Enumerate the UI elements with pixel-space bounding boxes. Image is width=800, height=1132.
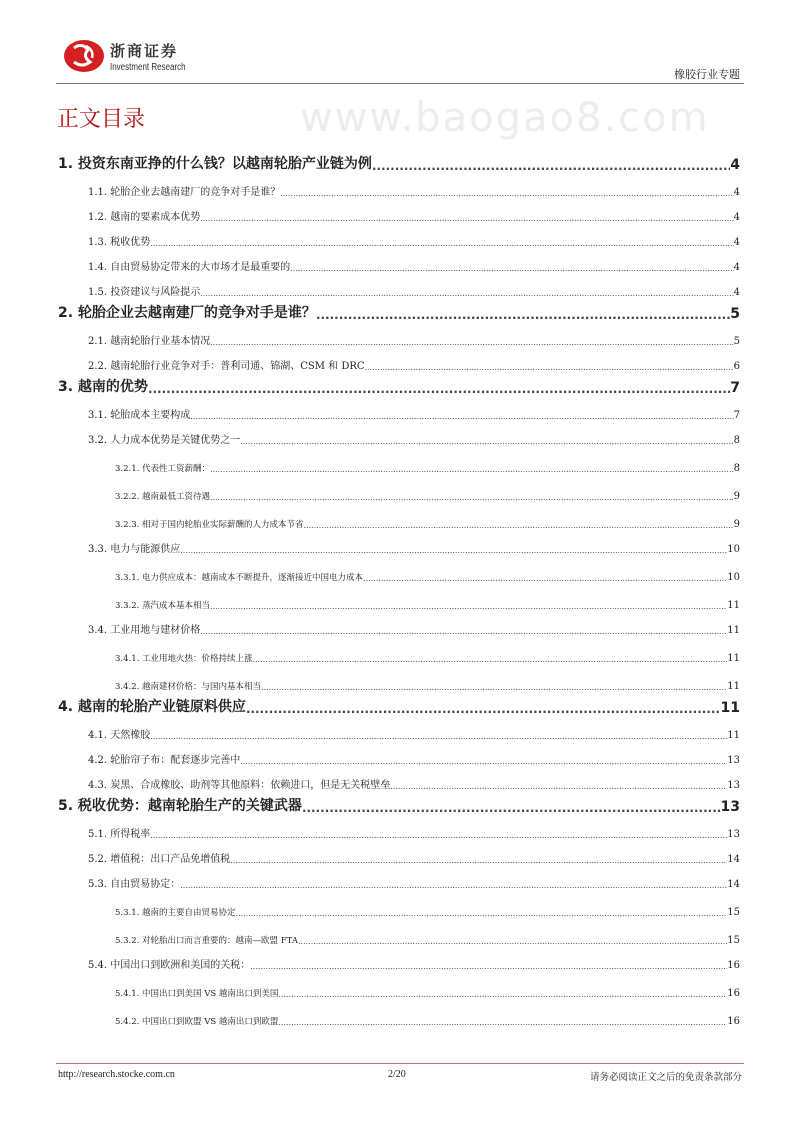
dot-leader <box>236 909 728 918</box>
footer-divider <box>56 1063 744 1064</box>
dot-leader <box>253 655 728 664</box>
toc-entry[interactable] <box>58 396 740 421</box>
toc-entry-page: 16 <box>727 1016 740 1027</box>
toc-entry-label: 4.2. 轮胎帘子布：配套逐步完善中 <box>88 755 241 766</box>
toc-entry[interactable] <box>58 664 740 692</box>
toc-entry-label: 4. 越南的轮胎产业链原料供应 <box>58 699 246 715</box>
dot-leader <box>190 412 733 421</box>
toc-entry-label: 3.2.3. 相对于国内轮胎业实际薪酬的人力成本节省 <box>115 520 304 530</box>
toc-entry-page: 10 <box>727 544 740 555</box>
dot-leader <box>200 627 727 636</box>
toc-entry-page: 4 <box>730 157 740 173</box>
dot-leader <box>250 962 727 971</box>
dot-leader <box>365 363 734 372</box>
zheshang-logo-icon <box>62 38 106 74</box>
dot-leader <box>210 338 733 347</box>
toc-entry[interactable] <box>58 611 740 636</box>
toc-entry-page: 14 <box>727 879 740 890</box>
toc-entry-label: 3.3.1. 电力供应成本：越南成本不断提升，逐渐接近中国电力成本 <box>115 573 364 583</box>
toc-entry[interactable] <box>58 198 740 223</box>
toc-entry-label: 2.1. 越南轮胎行业基本情况 <box>88 336 211 347</box>
toc-entry-page: 9 <box>733 519 740 530</box>
toc-entry[interactable] <box>58 692 740 716</box>
toc-entry[interactable] <box>58 248 740 273</box>
brand <box>110 40 205 73</box>
toc-entry-page: 6 <box>733 361 740 372</box>
dot-leader <box>180 546 727 555</box>
dot-leader <box>246 702 721 716</box>
toc-entry-page: 4 <box>733 212 740 223</box>
toc-entry[interactable] <box>58 474 740 502</box>
toc-entry[interactable] <box>58 530 740 555</box>
toc-entry[interactable] <box>58 149 740 173</box>
toc-entry-page: 4 <box>733 187 740 198</box>
toc-entry-page: 5 <box>730 306 740 322</box>
toc-entry-page: 11 <box>727 600 740 611</box>
toc-entry-label: 1.4. 自由贸易协定带来的大市场才是最重要的 <box>88 262 291 273</box>
toc-entry-label: 5.3. 自由贸易协定： <box>88 879 181 890</box>
dot-leader <box>290 264 733 273</box>
dot-leader <box>210 493 734 502</box>
toc-entry-label: 3.4.1. 工业用地火热：价格持续上涨 <box>115 654 253 664</box>
toc-entry-page: 13 <box>720 799 740 815</box>
toc-entry[interactable] <box>58 716 740 741</box>
toc-entry-page: 15 <box>727 907 740 918</box>
toc-entry[interactable] <box>58 741 740 766</box>
toc-entry[interactable] <box>58 322 740 347</box>
toc-entry-page: 15 <box>727 935 740 946</box>
dot-leader <box>230 856 727 865</box>
toc-entry-label: 4.1. 天然橡胶 <box>88 730 151 741</box>
toc-entry-page: 7 <box>730 380 740 396</box>
toc-entry-page: 13 <box>727 755 740 766</box>
toc-entry-page: 8 <box>733 463 740 474</box>
header-divider <box>56 83 744 84</box>
toc-entry[interactable] <box>58 890 740 918</box>
footer-disclaimer: 请务必阅读正文之后的免责条款部分 <box>589 1072 742 1083</box>
toc-entry-page: 13 <box>727 780 740 791</box>
dot-leader <box>280 189 733 198</box>
toc-entry-label: 3.2. 人力成本优势是关键优势之一 <box>88 435 241 446</box>
toc-entry-label: 5.3.1. 越南的主要自由贸易协定 <box>115 908 236 918</box>
toc-entry-label: 1.3. 税收优势 <box>88 237 151 248</box>
page-title: 正文目录 <box>57 107 146 132</box>
table-of-contents <box>58 149 740 1027</box>
toc-entry[interactable] <box>58 446 740 474</box>
dot-leader <box>200 289 733 298</box>
toc-entry[interactable] <box>58 918 740 946</box>
toc-entry-label: 1.5. 投资建议与风险提示 <box>88 287 201 298</box>
toc-entry[interactable] <box>58 946 740 971</box>
toc-entry-page: 4 <box>733 237 740 248</box>
toc-entry[interactable] <box>58 502 740 530</box>
dot-leader <box>210 465 734 474</box>
watermark: www.baogao8.com <box>300 95 710 141</box>
toc-entry-label: 1.2. 越南的要素成本优势 <box>88 212 201 223</box>
brand-name-cn: 浙商证券 <box>110 42 179 60</box>
toc-entry-label: 3.1. 轮胎成本主要构成 <box>88 410 191 421</box>
report-section: 橡胶行业专题 <box>674 68 740 81</box>
toc-entry[interactable] <box>58 372 740 396</box>
dot-leader <box>302 801 721 815</box>
toc-entry[interactable] <box>58 421 740 446</box>
toc-entry-label: 2. 轮胎企业去越南建厂的竞争对手是谁？ <box>58 305 316 321</box>
toc-entry[interactable] <box>58 555 740 583</box>
toc-entry-label: 3.2.2. 越南最低工资待遇 <box>115 492 211 502</box>
dot-leader <box>240 437 733 446</box>
toc-entry-page: 5 <box>733 336 740 347</box>
toc-entry-label: 1.1. 轮胎企业去越南建厂的竞争对手是谁？ <box>88 187 281 198</box>
toc-entry[interactable] <box>58 223 740 248</box>
toc-entry-page: 8 <box>733 435 740 446</box>
footer-page-number: 2/20 <box>388 1069 406 1080</box>
toc-entry[interactable] <box>58 971 740 999</box>
dot-leader <box>372 159 730 173</box>
toc-entry-page: 4 <box>733 287 740 298</box>
dot-leader <box>363 574 727 583</box>
dot-leader <box>278 990 727 999</box>
toc-entry-page: 16 <box>727 988 740 999</box>
toc-entry[interactable] <box>58 999 740 1027</box>
toc-entry-label: 5.4.2. 中国出口到欧盟 VS 越南出口到欧盟 <box>115 1017 279 1027</box>
dot-leader <box>304 521 734 530</box>
toc-entry-label: 5. 税收优势：越南轮胎生产的关键武器 <box>58 798 302 814</box>
toc-entry-label: 1. 投资东南亚挣的什么钱？以越南轮胎产业链为例 <box>58 156 372 172</box>
footer-url[interactable]: http://research.stocke.com.cn <box>58 1069 175 1080</box>
toc-entry-page: 11 <box>727 730 740 741</box>
toc-entry[interactable] <box>58 791 740 815</box>
toc-entry-label: 5.1. 所得税率 <box>88 829 151 840</box>
dot-leader <box>200 214 733 223</box>
dot-leader <box>390 782 727 791</box>
dot-leader <box>150 239 733 248</box>
toc-entry[interactable] <box>58 766 740 791</box>
toc-entry-page: 10 <box>727 572 740 583</box>
toc-entry[interactable] <box>58 583 740 611</box>
dot-leader <box>210 602 727 611</box>
toc-entry-page: 7 <box>733 410 740 421</box>
toc-entry-page: 4 <box>733 262 740 273</box>
toc-entry-label: 2.2. 越南轮胎行业竞争对手：普利司通、锦湖、CSM 和 DRC <box>88 361 365 372</box>
toc-entry-label: 3.3. 电力与能源供应 <box>88 544 181 555</box>
toc-entry[interactable] <box>58 298 740 322</box>
toc-entry-page: 11 <box>727 653 740 664</box>
toc-entry-page: 13 <box>727 829 740 840</box>
toc-entry-page: 9 <box>733 491 740 502</box>
toc-entry[interactable] <box>58 865 740 890</box>
toc-entry-label: 5.3.2. 对轮胎出口而言重要的：越南—欧盟 FTA <box>115 936 298 946</box>
dot-leader <box>278 1018 727 1027</box>
toc-entry[interactable] <box>58 347 740 372</box>
toc-entry-page: 16 <box>727 960 740 971</box>
toc-entry-label: 3.2.1. 代表性工资薪酬： <box>115 464 211 474</box>
toc-entry-page: 11 <box>727 625 740 636</box>
toc-entry-label: 3.4.2. 越南建材价格：与国内基本相当 <box>115 682 262 692</box>
toc-entry[interactable] <box>58 840 740 865</box>
dot-leader <box>316 308 730 322</box>
toc-entry-label: 3.4. 工业用地与建材价格 <box>88 625 201 636</box>
dot-leader <box>150 732 727 741</box>
toc-entry-page: 14 <box>727 854 740 865</box>
toc-entry-label: 3.3.2. 蒸汽成本基本相当 <box>115 601 211 611</box>
dot-leader <box>261 683 727 692</box>
toc-entry-label: 5.4.1. 中国出口到美国 VS 越南出口到美国 <box>115 989 279 999</box>
toc-entry[interactable] <box>58 636 740 664</box>
toc-entry-page: 11 <box>727 681 740 692</box>
toc-entry-label: 5.4. 中国出口到欧洲和美国的关税： <box>88 960 251 971</box>
dot-leader <box>148 382 730 396</box>
brand-name-en: Investment Research <box>110 62 186 73</box>
dot-leader <box>240 757 727 766</box>
dot-leader <box>150 831 727 840</box>
toc-entry[interactable] <box>58 273 740 298</box>
dot-leader <box>298 937 727 946</box>
dot-leader <box>180 881 727 890</box>
toc-entry-label: 4.3. 炭黑、合成橡胶、助剂等其他原料：依赖进口，但是无关税壁垒 <box>88 780 391 791</box>
toc-entry[interactable] <box>58 815 740 840</box>
toc-entry-page: 11 <box>720 700 740 716</box>
toc-entry[interactable] <box>58 173 740 198</box>
toc-entry-label: 5.2. 增值税：出口产品免增值税 <box>88 854 231 865</box>
toc-entry-label: 3. 越南的优势 <box>58 379 148 395</box>
